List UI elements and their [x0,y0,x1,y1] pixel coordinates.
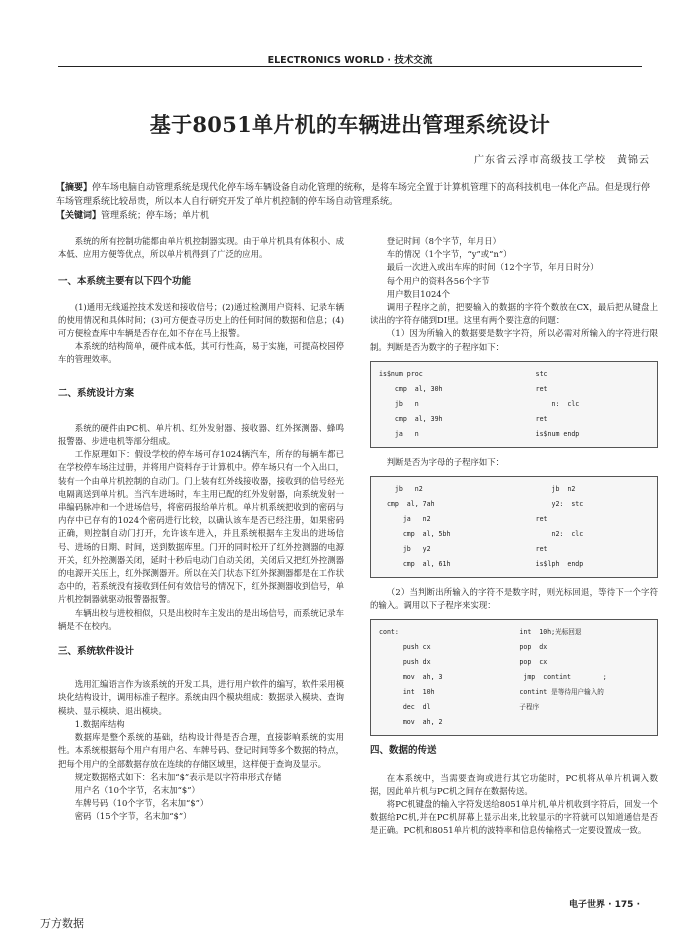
format-line: 车的情况（1个字节，“y”或“n”） [386,249,512,260]
paragraph: （2）当判断出所输入的字符不是数字时，则光标回退，等待下一个字符的输入。调用以下子程序来实现： [370,587,658,611]
code-line: dec dl [379,703,431,712]
format-line: 用户数目1024个 [386,288,450,299]
author-line: 广东省云浮市高级技工学校 黄锦云 [474,155,650,166]
section-heading-4: 四、数据的传送 [370,745,437,757]
paragraph: 规定数据格式如下：名末加“$”表示是以字符串形式存储 [74,771,282,782]
code-line: ret [535,414,548,423]
code-line: cont: [379,628,399,637]
format-line: 密码（15个字节，名末加“$”） [74,811,192,822]
code-line: is$num endp [535,429,580,438]
paragraph: 数据库是整个系统的基础，结构设计得是否合理，直接影响系统的实用性。本系统根据每个用户有用户名、车牌号码、登记时间等多个数据的特点，把每个用户的全部数据存放在连续的存储区域里，这样便于查询及显示。 [58,732,344,769]
code-line: cmp al, 61h [379,560,451,569]
paragraph: 工作原理如下：假设学校的停车场可存1024辆汽车，所存的每辆车都已在学校停车场注过册，并将用户资料存于计算机中。停车场只有一个入出口，装有一个由单片机控制的自动门。门上装有红外线接收器，接收到的信号经光电隔离送到单片机。当汽车进场时，车主用已配的红外发射器，向系统发射一串编码脉冲和一个进场信号，将密码报给单片机。单片机系统把收到的密码与内存中已存有的1024个密码进行比较，以确认该车是否已经注册，如果密码正确，则控制自动门打开，允许该车进入，并且系统根据车主发出的进场信号、进场的日期、时间，送到数据库里。门开的同时松开了红外控测器的电源开关，红外控测器关闭，延时十秒后电动门自动关闭，关闭后又把红外控测器的电源开关压上，红外探测器开。所以在关门状态下红外探测器都是在工作状态中的，若系统没有接收到任何有效信号的情况下，红外探测器收到信号，单片机控制器就驱动报警器报警。 [58,449,344,605]
intro-paragraph: 系统的所有控制功能都由单片机控制器实现。由于单片机具有体积小、成本低、应用方便等优点，所以单片机得到了广泛的应用。 [58,236,344,260]
code-line: int 10h;光标回退 [519,628,582,637]
keywords-text: 管理系统；停车场；单片机 [101,211,210,221]
code-line: n: clc [535,399,580,408]
format-line: 车牌号码（10个字节，名末加“$”） [74,798,209,809]
abstract [56,181,654,209]
paragraph: 将PC机键盘的输入字符发送给8051单片机,单片机收到字符后，回发一个数据给PC机,并在PC机屏幕上显示出来,比较显示的字符就可以知道通信是否是正确。PC机和8051单片机的波特率和信息传输格式一定要设置成一致。 [370,799,658,836]
paragraph: 在本系统中，当需要查询或进行其它功能时，PC机将从单片机调入数据，因此单片机与PC机之间存在数据传送。 [370,772,658,796]
format-line: 每个用户的资料各56个字节 [386,275,490,286]
code-line: mov ah, 3 [379,673,443,682]
keywords [56,209,654,223]
watermark-text: 万方数据 [40,917,84,930]
section-heading-1: 一、本系统主要有以下四个功能 [58,276,192,288]
paragraph: 车辆出校与进校相似，只是出校时车主发出的是出场信号，而系统记录车辆是不在校内。 [58,607,344,631]
paragraph: 调用子程序之前，把要输入的数据的字符个数放在CX，最后把从键盘上读出的字符存储到DI里。这里有两个要注意的问题： [370,302,658,326]
abstract-text: 停车场电脑自动管理系统是现代化停车场车辆设备自动化管理的统称，是将车场完全置于计算机管理下的高科技机电一体化产品。但是现行停车场管理系统比较昂贵，所以本人自行研究开发了单片机控制的停车场自动管理系统。 [56,183,651,207]
paragraph: 本系统的结构简单，硬件成本低，其可行性高，易于实施，可提高校园停车的管理效率。 [58,341,344,365]
abstract-label: 【摘要】 [56,183,93,193]
code-line: cmp al, 30h [379,384,443,393]
code-line: jb n2 [535,485,576,494]
paragraph: 1.数据库结构 [74,718,125,729]
section-heading-2: 二、系统设计方案 [58,387,135,399]
format-line: 登记时间（8个字节，年月日） [386,236,501,246]
code-line: jb n2 [379,485,423,494]
code-line: ret [535,545,548,554]
code-line: n2: clc [535,530,584,539]
code-line: ja n [379,429,419,438]
keywords-label: 【关键词】 [56,211,102,221]
code-line: is$lph endp [535,560,584,569]
code-line: mov ah, 2 [379,718,443,727]
page-footer: 电子世界 · 175 · [568,900,640,910]
code-listing-is-alpha [370,476,658,578]
code-line: ja n2 [379,515,431,524]
format-line: 用户名（10个字节，名末加“$”） [74,784,200,795]
code-listing-is-num [370,361,658,448]
code-line [519,715,649,730]
right-column [370,235,658,838]
code-line: y2: stc [535,500,584,509]
code-line: pop cx [519,658,548,667]
code-line: jmp contint ; [519,673,607,682]
paragraph: (1)通用无线遥控技术发送和接收信号；(2)通过检测用户资料、记录车辆的使用情况和具体时间；(3)可方便查寻历史上的任何时间的数据和信息；(4)可方便检查库中车辆是否存在,如不存在马上报警。 [58,301,344,339]
code-listing-cursor-back [370,619,658,736]
code-line: cmp al, 7ah [379,500,435,509]
paper-title: 基于8051单片机的车辆进出管理系统设计 [149,112,551,137]
paragraph: 系统的硬件由PC机、单片机、红外发射器、接收器、红外探测器、蜂鸣报警器、步进电机等部分组成。 [58,422,344,447]
code-line: stc [535,369,548,378]
code-line: ret [535,515,548,524]
code-line: push dx [379,658,431,667]
paragraph: 选用汇编语言作为该系统的开发工具，进行用户软件的编写，软件采用模块化结构设计，调用标准子程序。系统由四个模块组成：数据录入模块、查询模块、显示模块、退出模块。 [58,679,344,716]
code-line: push cx [379,643,431,652]
code-line: jb y2 [379,545,431,554]
code-line: cmp al, 5bh [379,530,451,539]
code-line: int 10h [379,688,435,697]
abstract-block [56,181,654,223]
paragraph: （1）因为所输入的数据要是数字字符，所以必需对所输入的字符进行限制。判断是否为数字的子程序如下： [370,328,658,352]
section-heading-3: 三、系统软件设计 [58,646,135,658]
code-line: pop dx [519,643,548,652]
code-line: cmp al, 39h [379,414,443,423]
journal-header: ELECTRONICS WORLD · 技术交流 [267,55,433,66]
code-line: ret [535,384,548,393]
code-line: 子程序 [519,703,540,712]
code-line: contint 是等待用户输入的 [519,688,604,697]
paragraph: 判断是否为字母的子程序如下： [386,456,505,467]
code-line: is$num proc [379,369,423,378]
code-line: jb n [379,399,419,408]
header-rule [58,66,642,67]
format-line: 最后一次进入或出车库的时间（12个字节，年月日时分） [386,262,599,273]
left-column [58,235,344,824]
